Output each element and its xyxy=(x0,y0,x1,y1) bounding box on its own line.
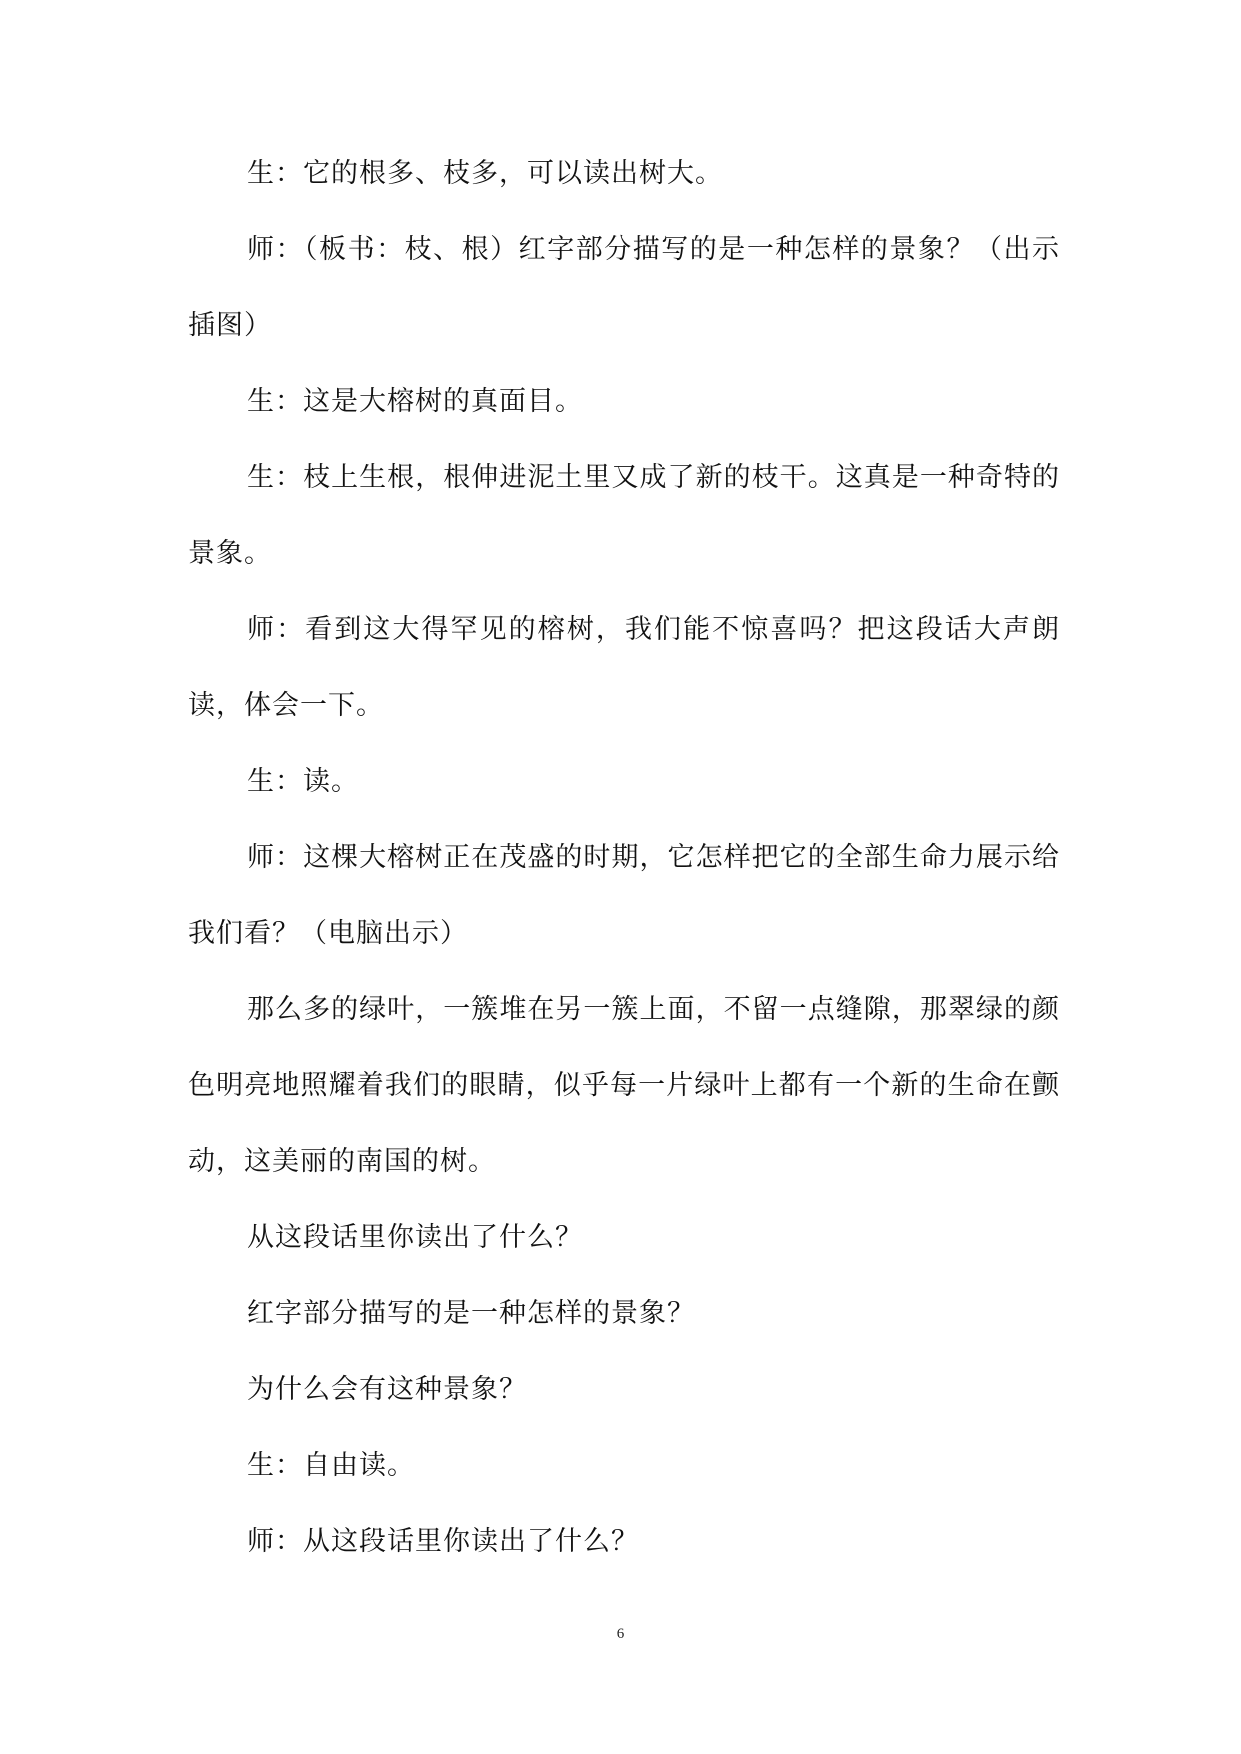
paragraph: 师：看到这大得罕见的榕树，我们能不惊喜吗？把这段话大声朗读，体会一下。 xyxy=(188,614,1060,721)
paragraph: 生：读。 xyxy=(247,766,359,797)
paragraph: 红字部分描写的是一种怎样的景象？ xyxy=(247,1298,695,1329)
paragraph: 从这段话里你读出了什么？ xyxy=(247,1222,583,1253)
paragraph: 为什么会有这种景象？ xyxy=(247,1374,527,1405)
paragraph: 生：它的根多、枝多，可以读出树大。 xyxy=(247,158,723,189)
paragraph: 生：自由读。 xyxy=(247,1450,415,1481)
paragraph: 生：这是大榕树的真面目。 xyxy=(247,386,583,417)
page-number: 6 xyxy=(616,1626,625,1642)
body-text xyxy=(188,136,1060,1580)
paragraph: 那么多的绿叶，一簇堆在另一簇上面，不留一点缝隙，那翠绿的颜色明亮地照耀着我们的眼睛，似乎每一片绿叶上都有一个新的生命在颤动，这美丽的南国的树。 xyxy=(188,994,1060,1177)
paragraph: 师：从这段话里你读出了什么？ xyxy=(247,1526,639,1557)
paragraph: 师：（板书：枝、根）红字部分描写的是一种怎样的景象？（出示插图） xyxy=(188,234,1060,341)
paragraph: 师：这棵大榕树正在茂盛的时期，它怎样把它的全部生命力展示给我们看？（电脑出示） xyxy=(188,842,1060,949)
paragraph: 生：枝上生根，根伸进泥土里又成了新的枝干。这真是一种奇特的景象。 xyxy=(188,462,1060,569)
